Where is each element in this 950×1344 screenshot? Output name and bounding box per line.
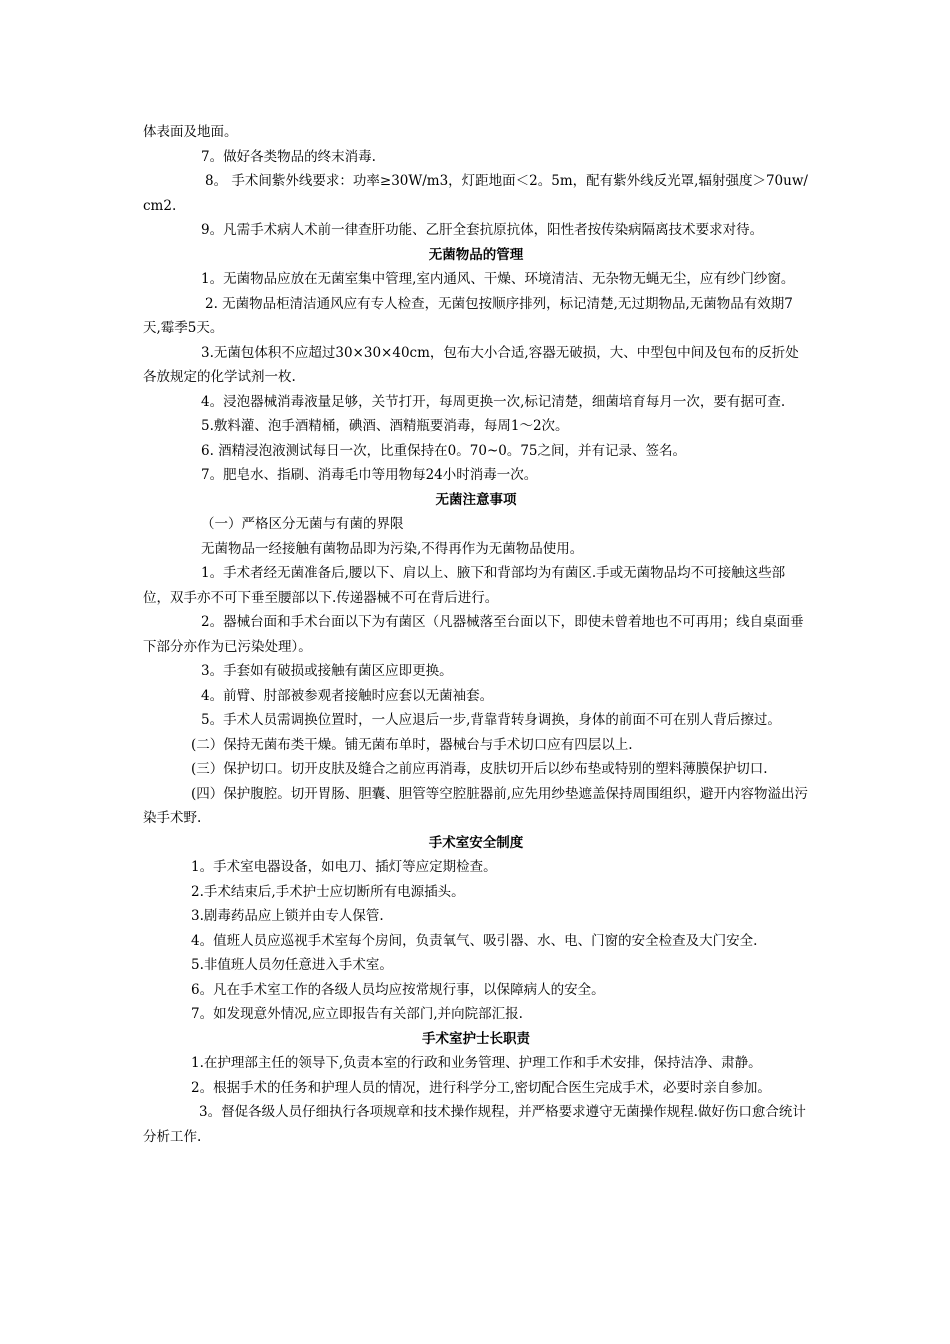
paragraph: 3.无菌包体积不应超过30×30×40cm，包布大小合适,容器无破损，大、中型包中间及包布的反折处各放规定的化学试剂一枚. [143,344,799,385]
paragraph: (三）保护切口。切开皮肤及缝合之前应再消毒，皮肤切开后以纱布垫或特别的塑料薄膜保护切口. [191,761,768,777]
paragraph: （一）严格区分无菌与有菌的界限 [201,516,404,532]
paragraph: 6. 酒精浸泡液测试每日一次，比重保持在0。70~0。75之间，并有记录、签名。 [201,442,687,459]
paragraph: 5.敷料灌、泡手酒精桶，碘酒、酒精瓶要消毒，每周1～2次。 [201,418,569,434]
paragraph: 4。前臂、肘部被参观者接触时应套以无菌袖套。 [201,687,494,704]
paragraph: (二）保持无菌布类干燥。铺无菌布单时，器械台与手术切口应有四层以上. [191,736,633,753]
paragraph: 6。凡在手术室工作的各级人员均应按常规行事，以保障病人的安全。 [191,981,605,998]
paragraph: 5。手术人员需调换位置时，一人应退后一步,背靠背转身调换，身体的前面不可在别人背后擦过。 [201,712,781,728]
paragraph: 2. 无菌物品柜清洁通风应有专人检查，无菌包按顺序排列，标记清楚,无过期物品,无菌物品有效期7天,霉季5天。 [143,295,793,336]
paragraph: 1。无菌物品应放在无菌室集中管理,室内通风、干燥、环境清洁、无杂物无蝇无尘，应有纱门纱窗。 [201,271,795,287]
paragraph: 1。手术者经无菌准备后,腰以下、肩以上、腋下和背部均为有菌区.手或无菌物品均不可接触这些部位，双手亦不可下垂至腰部以下.传递器械不可在背后进行。 [143,565,786,606]
section-heading-sterile-items: 无菌物品的管理 [428,246,524,263]
section-heading-safety: 手术室安全制度 [428,834,524,851]
paragraph: 7。做好各类物品的终末消毒. [201,148,376,165]
paragraph: 4。浸泡器械消毒液量足够，关节打开，每周更换一次,标记清楚，细菌培育每月一次，要有据可查. [201,393,786,410]
paragraph: 2。根据手术的任务和护理人员的情况，进行科学分工,密切配合医生完成手术，必要时亲自参加。 [191,1079,771,1096]
paragraph: 7。肥皂水、指刷、消毒毛巾等用物每24小时消毒一次。 [201,467,538,483]
paragraph: 3。督促各级人员仔细执行各项规章和技术操作规程，并严格要求遵守无菌操作规程.做好伤口愈合统计分析工作. [143,1104,806,1145]
paragraph: 7。如发现意外情况,应立即报告有关部门,并向院部汇报. [191,1006,523,1022]
paragraph: 1.在护理部主任的领导下,负责本室的行政和业务管理、护理工作和手术安排，保持洁净、肃静。 [191,1055,762,1071]
paragraph: 9。凡需手术病人术前一律查肝功能、乙肝全套抗原抗体，阳性者按传染病隔离技术要求对待。 [201,222,764,238]
paragraph: 3.剧毒药品应上锁并由专人保管. [191,908,384,924]
paragraph: 体表面及地面。 [143,124,238,140]
paragraph: 2。器械台面和手术台面以下为有菌区（凡器械落至台面以下，即使未曾着地也不可再用；线自桌面垂下部分亦作为已污染处理）。 [143,614,804,655]
paragraph: 4。值班人员应巡视手术室每个房间，负责氧气、吸引器、水、电、门窗的安全检查及大门安全. [191,932,758,949]
section-heading-sterile-notes: 无菌注意事项 [435,491,517,508]
paragraph: 2.手术结束后,手术护士应切断所有电源插头。 [191,883,465,900]
paragraph: 1。手术室电器设备，如电刀、插灯等应定期检查。 [191,859,497,875]
paragraph: 5.非值班人员勿任意进入手术室。 [191,957,393,973]
paragraph: 8。 手术间紫外线要求：功率≥30W/m3，灯距地面＜2。5m，配有紫外线反光罩,辐射强度＞70uw/cm2. [143,173,808,214]
paragraph: 3。手套如有破损或接触有菌区应即更换。 [201,663,453,679]
section-heading-head-nurse: 手术室护士长职责 [422,1030,530,1047]
paragraph: (四）保护腹腔。切开胃肠、胆囊、胆管等空腔脏器前,应先用纱垫遮盖保持周围组织，避开内容物溢出污染手术野. [143,785,809,826]
paragraph: 无菌物品一经接触有菌物品即为污染,不得再作为无菌物品使用。 [201,540,584,557]
document-page [143,120,809,1149]
